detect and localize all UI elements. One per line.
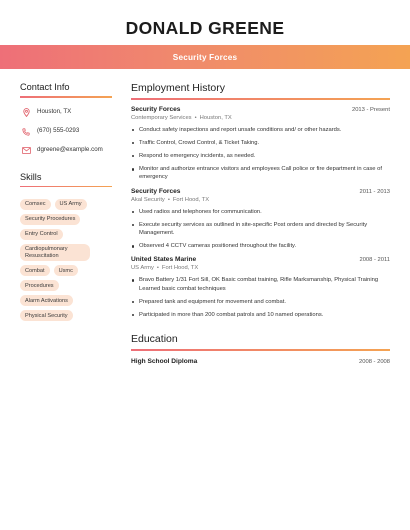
employment-heading: Employment History <box>131 82 225 94</box>
duty-item: Observed 4 CCTV cameras positioned throughout the facility. <box>131 242 390 250</box>
duty-item: Bravo Battery 1/31 Fort Sill, OK Basic combat training, Rifle Marksmanship, Physical Training Learned basic combat techniques <box>131 276 390 292</box>
education-entry <box>131 358 390 365</box>
skill-tag: Entry Control <box>20 229 63 240</box>
skill-tag: Cardiopulmonary Resuscitation <box>20 244 90 261</box>
right-column <box>131 82 390 365</box>
skill-tag: Alarm Activations <box>20 295 73 306</box>
candidate-name: DONALD GREENE <box>125 18 285 38</box>
job-company: Contemporary Services <box>131 114 192 121</box>
separator-dot: • <box>194 114 197 121</box>
contact-location: Houston, TX <box>37 107 72 115</box>
skills-list <box>20 199 114 321</box>
job-duties <box>131 276 390 319</box>
email-icon <box>20 146 32 156</box>
skill-tag: Physical Security <box>20 310 73 321</box>
skills-heading: Skills <box>20 171 42 182</box>
skill-tag: Security Procedures <box>20 214 80 225</box>
duty-item: Respond to emergency incidents, as needed. <box>131 152 390 160</box>
job-location: Houston, TX <box>199 114 232 121</box>
skill-tag: Procedures <box>20 280 59 291</box>
employment-divider <box>131 98 390 100</box>
contact-list <box>20 108 112 156</box>
job-duties <box>131 208 390 251</box>
contact-item-phone <box>20 127 112 137</box>
job-location: Fort Hood, TX <box>161 265 199 272</box>
job-entry <box>131 256 390 319</box>
contact-email: dgreene@example.com <box>37 145 103 153</box>
contact-divider <box>20 96 112 98</box>
contact-item-email <box>20 146 112 156</box>
duty-item: Conduct safety inspections and report unsafe conditions and/ or other hazards. <box>131 126 390 134</box>
job-entry <box>131 188 390 251</box>
education-divider <box>131 349 390 351</box>
duty-item: Traffic Control, Crowd Control, & Ticket Taking. <box>131 139 390 147</box>
skill-tag: Usmc <box>54 265 78 276</box>
contact-item-location <box>20 108 112 118</box>
job-dates: 2008 - 2011 <box>359 257 390 264</box>
duty-item: Monitor and authorize entrance visitors and employees Call police or fire department in case of emergency <box>131 165 390 181</box>
location-pin-icon <box>20 108 32 118</box>
job-dates: 2013 - Present <box>351 106 390 113</box>
skill-tag: Combat <box>20 265 50 276</box>
job-position: Security Forces <box>131 187 181 195</box>
contact-heading: Contact Info <box>20 82 70 92</box>
skill-tag: Comsec <box>20 199 51 210</box>
left-column <box>20 82 112 321</box>
job-position: Security Forces <box>131 105 181 113</box>
duty-item: Execute security services as outlined in site-specific Post orders and directed by Security Management. <box>131 221 390 237</box>
job-entry <box>131 106 390 182</box>
contact-phone: (670) 555-0293 <box>37 126 80 134</box>
degree-title: High School Diploma <box>131 357 198 365</box>
duty-item: Used radios and telephones for communication. <box>131 208 390 216</box>
skills-divider <box>20 186 112 188</box>
job-title-text: Security Forces <box>172 52 238 62</box>
education-heading: Education <box>131 333 178 346</box>
title-banner <box>0 45 410 69</box>
job-location: Fort Hood, TX <box>172 196 210 203</box>
job-company: Akal Security <box>131 196 165 203</box>
job-duties <box>131 126 390 182</box>
job-company: US Army <box>131 265 154 272</box>
duty-item: Prepared tank and equipment for movement and combat. <box>131 298 390 306</box>
duty-item: Participated in more than 200 combat patrols and 10 named operations. <box>131 311 390 319</box>
separator-dot: • <box>156 265 159 272</box>
job-dates: 2011 - 2013 <box>359 188 390 195</box>
degree-dates: 2008 - 2008 <box>359 358 390 365</box>
separator-dot: • <box>167 196 170 203</box>
job-position: United States Marine <box>131 256 197 264</box>
skill-tag: US Army <box>55 199 87 210</box>
phone-icon <box>20 127 32 137</box>
